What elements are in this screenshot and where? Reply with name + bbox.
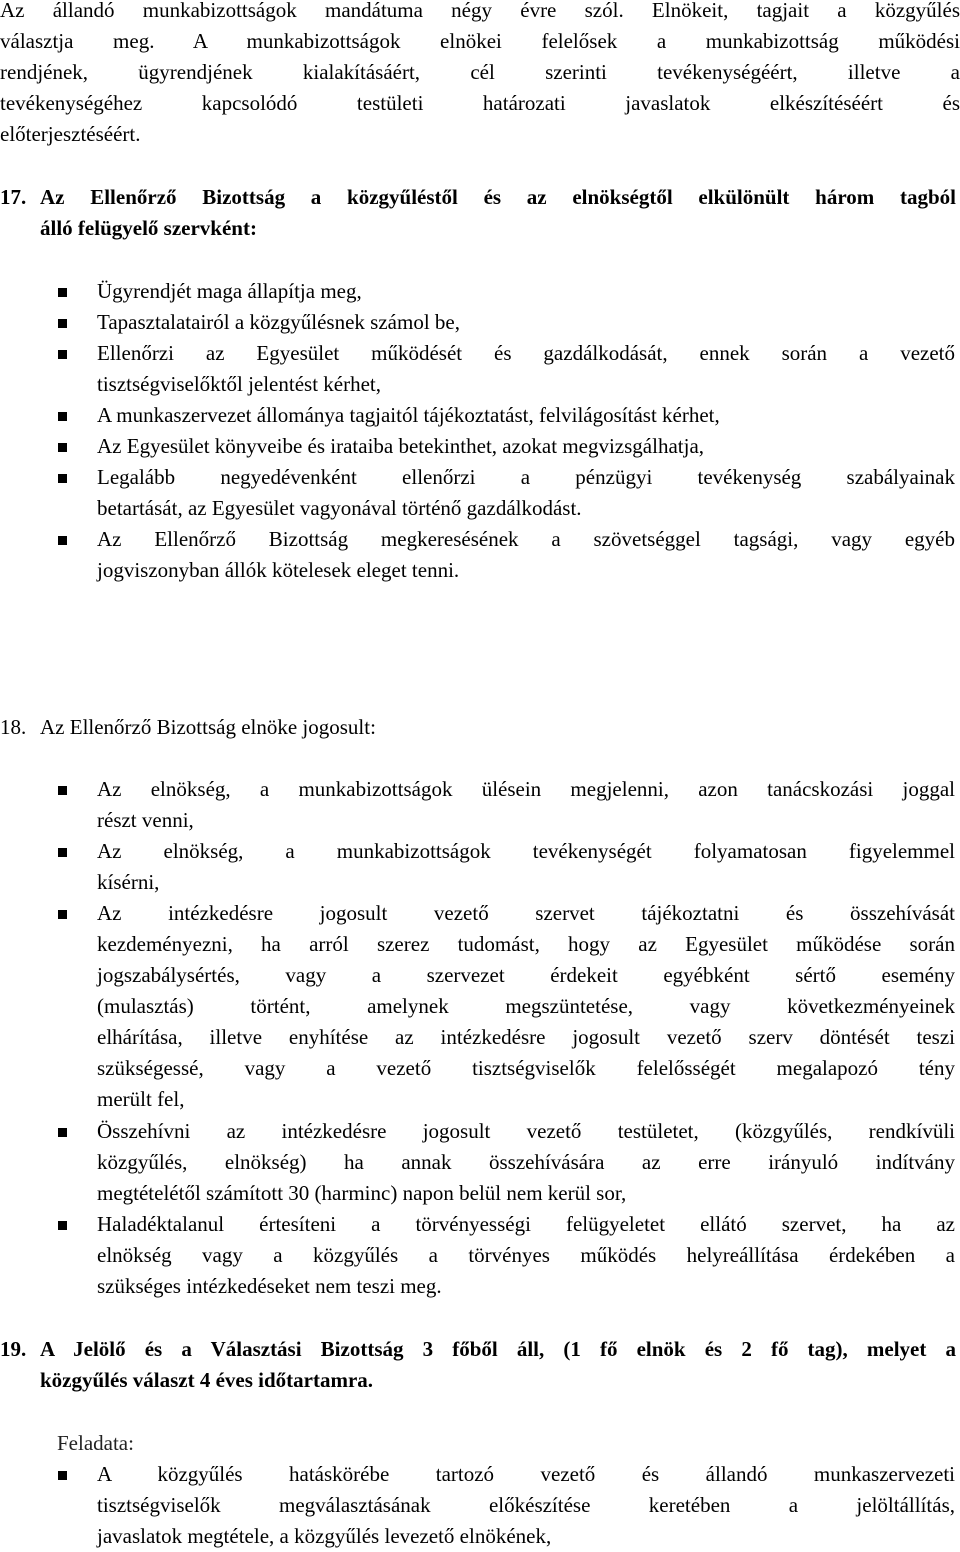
s17-item-6-line-1: Legalább negyedévenként ellenőrzi a pénzügyi tevékenység szabályainak bbox=[97, 465, 955, 489]
bullet-square-icon bbox=[58, 319, 67, 328]
s18-item-2-line-1: Az elnökség, a munkabizottságok tevékenységét folyamatosan figyelemmel bbox=[97, 839, 955, 863]
s17-item-6-line-2: betartását, az Egyesület vagyonával történő gazdálkodást. bbox=[97, 496, 582, 520]
s17-item-7-line-1: Az Ellenőrző Bizottság megkeresésének a szövetséggel tagsági, vagy egyéb bbox=[97, 527, 955, 551]
intro-line-5: előterjesztéséért. bbox=[0, 122, 141, 146]
bullet-square-icon bbox=[58, 1128, 67, 1137]
bullet-square-icon bbox=[58, 288, 67, 297]
intro-line-4: tevékenységéhez kapcsolódó testületi határozati javaslatok elkészítéséért és bbox=[0, 91, 960, 115]
s17-item-3-line-2: tisztségviselőktől jelentést kérhet, bbox=[97, 372, 382, 396]
s19-item-1-line-2: tisztségviselők megválasztásának előkészítése keretében a jelöltállítás, bbox=[97, 1493, 955, 1517]
s18-item-1-line-1: Az elnökség, a munkabizottságok ülésein megjelenni, azon tanácskozási joggal bbox=[97, 777, 955, 801]
s17-item-5: Az Egyesület könyveibe és irataiba betekinthet, azokat megvizsgálhatja, bbox=[97, 434, 705, 458]
s18-item-1-line-2: részt venni, bbox=[97, 808, 194, 832]
intro-line-2: választja meg. A munkabizottságok elnökei felelősek a munkabizottság működési bbox=[0, 29, 960, 53]
s18-item-3-line-5: elhárítása, illetve enyhítése az intézkedésre jogosult vezető szerv döntését teszi bbox=[97, 1025, 955, 1049]
s18-item-3-line-7: merült fel, bbox=[97, 1087, 185, 1111]
section-17-number: 17. bbox=[0, 185, 27, 209]
section-19-heading-line-1: A Jelölő és a Választási Bizottság 3 főből áll, (1 fő elnök és 2 fő tag), melyet a bbox=[40, 1337, 956, 1361]
s18-item-4-line-1: Összehívni az intézkedésre jogosult vezető testületet, (közgyűlés, rendkívüli bbox=[97, 1119, 955, 1143]
s18-item-3-line-2: kezdeményezni, ha arról szerez tudomást, hogy az Egyesület működése során bbox=[97, 932, 955, 956]
s18-item-5-line-3: szükséges intézkedéseket nem teszi meg. bbox=[97, 1274, 442, 1298]
bullet-square-icon bbox=[58, 350, 67, 359]
section-17-heading-line-1: Az Ellenőrző Bizottság a közgyűléstől és az elnökségtől elkülönült három tagból bbox=[40, 185, 956, 209]
section-19-heading-line-2: közgyűlés választ 4 éves időtartamra. bbox=[40, 1368, 374, 1392]
s18-item-4-line-2: közgyűlés, elnökség) ha annak összehívására az erre irányuló indítvány bbox=[97, 1150, 955, 1174]
s17-item-4: A munkaszervezet állománya tagjaitól tájékoztatást, felvilágosítást kérhet, bbox=[97, 403, 720, 427]
bullet-square-icon bbox=[58, 536, 67, 545]
bullet-square-icon bbox=[58, 474, 67, 483]
intro-line-1: Az állandó munkabizottságok mandátuma négy évre szól. Elnökeit, tagjait a közgyűlés bbox=[0, 0, 960, 22]
bullet-square-icon bbox=[58, 910, 67, 919]
s18-item-3-line-4: (mulasztás) történt, amelynek megszüntetése, vagy következményeinek bbox=[97, 994, 955, 1018]
bullet-square-icon bbox=[58, 1471, 67, 1480]
s18-item-3-line-3: jogszabálysértés, vagy a szervezet érdekeit egyébként sértő esemény bbox=[97, 963, 955, 987]
bullet-square-icon bbox=[58, 1221, 67, 1230]
section-17-heading-line-2: álló felügyelő szervként: bbox=[40, 216, 257, 240]
bullet-square-icon bbox=[58, 848, 67, 857]
bullet-square-icon bbox=[58, 786, 67, 795]
bullet-square-icon bbox=[58, 443, 67, 452]
section-19-number: 19. bbox=[0, 1337, 27, 1361]
s17-item-1: Ügyrendjét maga állapítja meg, bbox=[97, 279, 362, 303]
bullet-square-icon bbox=[58, 412, 67, 421]
s18-item-4-line-3: megtételétől számított 30 (harminc) napon belül nem kerül sor, bbox=[97, 1181, 627, 1205]
section-18-number: 18. bbox=[0, 715, 27, 739]
s18-item-5-line-1: Haladéktalanul értesíteni a törvényességi felügyeletet ellátó szervet, ha az bbox=[97, 1212, 955, 1236]
s18-item-5-line-2: elnökség vagy a közgyűlés a törvényes működés helyreállítása érdekében a bbox=[97, 1243, 955, 1267]
duties-label: Feladata: bbox=[57, 1431, 134, 1455]
s18-item-2-line-2: kísérni, bbox=[97, 870, 160, 894]
s18-item-3-line-1: Az intézkedésre jogosult vezető szervet tájékoztatni és összehívását bbox=[97, 901, 955, 925]
s17-item-3-line-1: Ellenőrzi az Egyesület működését és gazdálkodását, ennek során a vezető bbox=[97, 341, 955, 365]
intro-line-3: rendjének, ügyrendjének kialakításáért, cél szerinti tevékenységéért, illetve a bbox=[0, 60, 960, 84]
s19-item-1-line-1: A közgyűlés hatáskörébe tartozó vezető és állandó munkaszervezeti bbox=[97, 1462, 955, 1486]
s19-item-1-line-3: javaslatok megtétele, a közgyűlés levezető elnökének, bbox=[97, 1524, 552, 1548]
section-18-heading: Az Ellenőrző Bizottság elnöke jogosult: bbox=[40, 715, 376, 739]
s17-item-2: Tapasztalatairól a közgyűlésnek számol be, bbox=[97, 310, 460, 334]
s17-item-7-line-2: jogviszonyban állók kötelesek eleget tenni. bbox=[97, 558, 460, 582]
s18-item-3-line-6: szükségessé, vagy a vezető tisztségviselők felelősségét megalapozó tény bbox=[97, 1056, 955, 1080]
